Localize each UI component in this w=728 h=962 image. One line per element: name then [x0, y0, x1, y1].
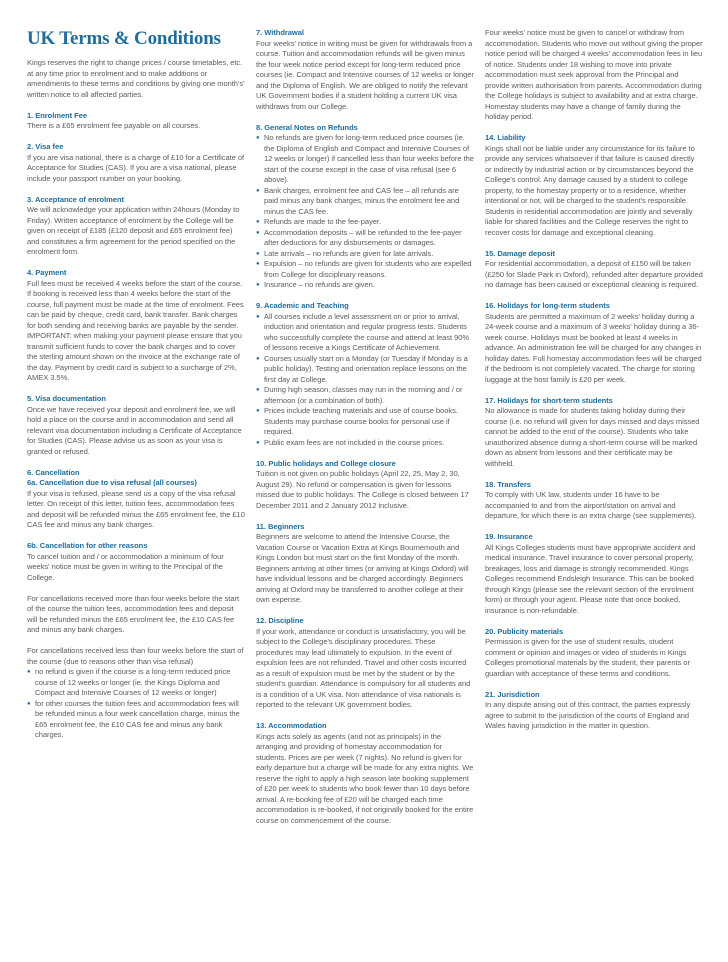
- section-insurance: [485, 532, 703, 616]
- section-visa-documentation: [27, 394, 245, 457]
- subsection-heading: 6b. Cancellation for other reasons: [27, 541, 148, 550]
- list-item: ● Accommodation deposits – will be refunded to the fee-payer after deductions for any disbursements or damages.: [256, 228, 474, 249]
- list-item: ● Bank charges, enrolment fee and CAS fee – all refunds are paid minus any bank charges, minus the enrolment fee and minus the CAS fee.: [256, 186, 474, 218]
- list-item: ● for other courses the tuition fees and accommodation fees will be refunded minus a four week cancellation charge, minus the £65 enrolment fee, the £10 CAS fee and minus any bank charges.: [27, 699, 245, 741]
- bullet-list: [256, 133, 474, 291]
- subsection-heading: 6a. Cancellation due to visa refusal (all courses): [27, 478, 197, 487]
- list-item: ● All courses include a level assessment on or prior to arrival, induction and orientation and regular progress tests. Students who successfully complete the course and attend at least 90% of lessons receive a Kings Certificate of Achievement.: [256, 312, 474, 354]
- section-body: To cancel tuition and / or accommodation a minimum of four weeks' notice must be given in writing to the Principal of the College.: [27, 551, 224, 582]
- section-heading: 12. Discipline: [256, 616, 304, 625]
- section-accommodation: [256, 721, 474, 826]
- section-body: For cancellations received more than four weeks before the start of the course the tuition fees, accommodation fees and deposit will be refunded minus the £65 enrolment fee, the £10 CAS fee and minus any bank charges.: [27, 593, 239, 634]
- list-item: ● Expulsion – no refunds are given for students who are expelled from College for disciplinary reasons.: [256, 259, 474, 280]
- section-body: For residential accommodation, a deposit of £150 will be taken (£250 for Slade Park in Oxford), refunded after departure provided no damage has been caused or exceptional cleaning is required.: [485, 259, 703, 289]
- section-heading: 5. Visa documentation: [27, 394, 106, 403]
- section-heading: 15. Damage deposit: [485, 248, 555, 258]
- section-acceptance: [27, 195, 245, 258]
- section-liability: [485, 133, 703, 238]
- section-discipline: [256, 616, 474, 711]
- list-item: ● Insurance – no refunds are given.: [256, 280, 474, 291]
- section-enrolment-fee: [27, 111, 245, 132]
- section-heading: 2. Visa fee: [27, 142, 64, 151]
- section-body: No allowance is made for students taking holiday during their course (i.e. no refund will given for days missed and days missed cannot be added to the end of the course). Students who take unauthorized absence during a short-term course will be marked down as absent from lessons and their certificate may be withheld.: [485, 406, 700, 468]
- section-body: If you are visa national, there is a charge of £10 for a Certificate of Acceptance for Studies (CAS). If you are a visa national, please include your passport number on your booking.: [27, 152, 245, 183]
- section-cancellation: [27, 468, 245, 741]
- section-public-holidays: [256, 459, 474, 512]
- column-3: [485, 28, 703, 742]
- section-beginners: [256, 522, 474, 606]
- section-payment: [27, 268, 245, 384]
- section-refunds: [256, 123, 474, 291]
- list-item: ● Courses usually start on a Monday (or Tuesday if Monday is a public holiday). Testing and orientation replace lessons on the first day at College.: [256, 354, 474, 386]
- column-2: [256, 28, 474, 837]
- section-body: For cancellations received less than four weeks before the start of the course (due to reasons other than visa refusal): [27, 646, 244, 666]
- section-heading: 3. Acceptance of enrolment: [27, 194, 124, 204]
- section-body: If your work, attendance or conduct is unsatisfactory, you will be subject to the College's disciplinary procedures. These procedures may lead ultimately to expulsion. In the event of expulsion fees are not refunded. Travel and other costs incurred as a result of expulsion must be met by the student or by the student's guardian. Attendance is compulsory for all students and is a condition of a UK visa. Non attendance of visa nationals is reported to the relevant UK government bodies.: [256, 626, 471, 709]
- section-heading: 20. Publicity materials: [485, 626, 564, 636]
- list-item: ● Public exam fees are not included in the course prices.: [256, 438, 474, 449]
- section-heading: 18. Transfers: [485, 479, 531, 489]
- section-heading: 11. Beginners: [256, 521, 305, 531]
- section-body: If your visa is refused, please send us a copy of the visa refusal letter. On receipt of this letter, tuition fees, accommodation fees and deposit will be refunded minus the £65 enrolment fee, the £10 CAS fee and minus any bank charges.: [27, 488, 245, 529]
- section-body: Kings shall not be liable under any circumstance for its failure to provide any services whatsoever if that failure is caused directly or indirectly by industrial action or by circumstances beyond the College's control. Any damage caused by a student to college property, to the homestay property or to a residence, whether intentional or not, will be charged to the student's responsible. Students in residential accommodation are jointly and severally liable for shared facilities and the College reserves the right to recover costs for damage and exceptional cleaning.: [485, 143, 695, 237]
- section-transfers: [485, 480, 703, 522]
- section-body: Beginners are welcome to attend the Intensive Course, the Vacation Course or Vacation Extra at Kings Bournemouth and Kings London but must start on the first Monday of the month. Beginners arriving at other times (or arriving at Kings Oxford) will have individual lessons and be charged accordingly. Beginners arriving at Oxford may be transferred to another college at their own expense.: [256, 532, 469, 604]
- section-publicity: [485, 627, 703, 680]
- section-visa-fee: [27, 142, 245, 184]
- list-item: ● During high season, classes may run in the morning and / or afternoon (or a combination of both).: [256, 385, 474, 406]
- section-body: Tuition is not given on public holidays (April 22, 25, May 2, 30, August 29). No refund or compensation is given for lessons missed due to public holidays. The College is closed between 17 December 2011 and 2 January 2012 inclusive.: [256, 469, 469, 510]
- section-heading: 16. Holidays for long-term students: [485, 301, 610, 310]
- section-holidays-short-term: [485, 396, 703, 470]
- section-damage-deposit: [485, 249, 703, 291]
- bullet-list: [256, 312, 474, 449]
- section-body: Full fees must be received 4 weeks before the start of the course. If booking is received less than 4 weeks before the start of the course, full payment must be made at the time of enrolment. Fees can be paid by cheque, credit card, bank transfer. Bank charges for both sending and receiving banks are payable by the sender. IMPORTANT: when making your payment please ensure that you transmit sufficient funds to cover the bank charges and to cover the sterling amount shown on the invoice at the exchange rate of the day. Payment by credit card is subject to a surcharge of 2%, AMEX 3.5%.: [27, 278, 244, 382]
- section-body: Permission is given for the use of student results, student comment or opinion and images or video of students in Kings Colleges promotional materials by the student, their parents or guardian with acceptance of these terms and conditions.: [485, 637, 690, 678]
- section-heading: 6. Cancellation: [27, 467, 80, 477]
- section-body: There is a £65 enrolment fee payable on all courses.: [27, 121, 201, 130]
- section-heading: 19. Insurance: [485, 532, 533, 541]
- section-heading: 1. Enrolment Fee: [27, 110, 88, 120]
- section-withdrawal: [256, 28, 474, 112]
- section-body: To comply with UK law, students under 16 have to be accompanied to and from the airport/station on arrival and departure, for which there is an extra charge (see supplements).: [485, 490, 697, 520]
- section-heading: 4. Payment: [27, 268, 67, 277]
- section-heading: 21. Jurisdiction: [485, 689, 540, 699]
- section-heading: 14. Liability: [485, 133, 526, 142]
- section-body: Once we have received your deposit and enrolment fee, we will hold a place on the course and in accommodation and send all relevant visa documentation including a Certificate of Acceptance for Studies (CAS). Please advise us as soon as your visa is granted or refused.: [27, 404, 242, 456]
- section-body: We will acknowledge your application within 24hours (Monday to Friday). Written acceptance of enrolment by the College will be given on receipt of £185 (£120 deposit and £65 enrolment fee) and constitutes a firm agreement for the period specified on the enrolment form.: [27, 205, 240, 256]
- section-academic: [256, 301, 474, 448]
- column-1: [27, 28, 245, 751]
- list-item: ● no refund is given if the course is a long-term reduced price course of 12 weeks or longer (ie. the Kings Diploma and Compact and Intensive Courses of 12 weeks or longer): [27, 667, 245, 699]
- section-heading: 17. Holidays for short-term students: [485, 395, 613, 405]
- section-jurisdiction: [485, 690, 703, 732]
- list-item: ● Late arrivals – no refunds are given for late arrivals.: [256, 249, 474, 260]
- section-heading: 8. General Notes on Refunds: [256, 122, 358, 132]
- section-heading: 9. Academic and Teaching: [256, 301, 349, 310]
- list-item: ● Prices include teaching materials and use of course books. Students may purchase course books for personal use if required.: [256, 406, 474, 438]
- section-body: Four weeks' notice in writing must be given for withdrawals from a course. Tuition and accommodation refunds will be given minus the four week notice period except for long-term reduced price courses (ie. Compact and Intensive courses of 12 weeks or longer and the Diploma of English. We are obliged to notify the relevant UK Government bodies if a student holding a current UK visa withdraws from our College.: [256, 38, 474, 111]
- section-body: Kings acts solely as agents (and not as principals) in the arranging and providing of homestay accommodation for students. Prices are per week (7 nights). No refund is given for early departure but a charge will be made for any extra nights. We reserve the right to apply a high season late booking supplement of £20 per week to students who book fewer than 10 days before arrival. A re-booking fee of £20 will be charged each time accommodation is re-booked, if not originally booked for the entire course on commencement of the course.: [256, 731, 474, 825]
- section-body: All Kings Colleges students must have appropriate accident and medical insurance. Travel insurance to cover personal property, breakages, loss and damage is strongly recommended. Kings Colleges recommend Endsleigh Insurance. This can be booked through Kings (please see the relevant section of the enrolment form) or through your agent. Please note that once booked, insurance is non-refundable.: [485, 542, 696, 615]
- accommodation-continued: Four weeks' notice must be given to cancel or withdraw from accommodation. Students who move out without giving the proper notice period will be charged 4 weeks' accommodation fees in lieu of notice. Students under 18 wishing to move into private accommodation must seek approval from the Principal and provide written authorisation from parents. Accommodation during the College holidays is subject to availability and at extra charge. Homestay students may have a change of family during the holiday period.: [485, 28, 703, 121]
- list-item: ● Refunds are made to the fee-payer.: [256, 217, 474, 228]
- list-item: ● No refunds are given for long-term reduced price courses (ie. the Diploma of English and Compact and Intensive Courses of 12 weeks or longer) if cancelled less than four weeks before the start of the course except in the case of visa refusal (see 6 above).: [256, 133, 474, 186]
- intro-paragraph: Kings reserves the right to change prices / course timetables, etc. at any time prior to enrolment and to make additions or amendments to these terms and conditions by giving one month's' written notice to all affected parties.: [27, 58, 245, 99]
- section-body: Students are permitted a maximum of 2 weeks' holiday during a 24-week course and a maximum of 3 weeks' holiday during a 36-week course. Holidays must be booked at least 4 weeks in advance. An administration fee will be charged for any changes in holiday dates. Full homestay accommodation fees will be charged if the bedroom is not completely vacated. The charge for storing luggage at the host family is £20 per week.: [485, 311, 702, 384]
- section-heading: 13. Accommodation: [256, 721, 327, 730]
- page-title: UK Terms & Conditions: [27, 28, 221, 49]
- section-body: In any dispute arising out of this contract, the parties expressly agree to submit to the jurisdiction of the courts of England and Wales having jurisdiction in the matter in question.: [485, 700, 691, 730]
- bullet-list: [27, 667, 245, 741]
- section-heading: 7. Withdrawal: [256, 28, 304, 37]
- section-holidays-long-term: [485, 301, 703, 385]
- section-heading: 10. Public holidays and College closure: [256, 458, 396, 468]
